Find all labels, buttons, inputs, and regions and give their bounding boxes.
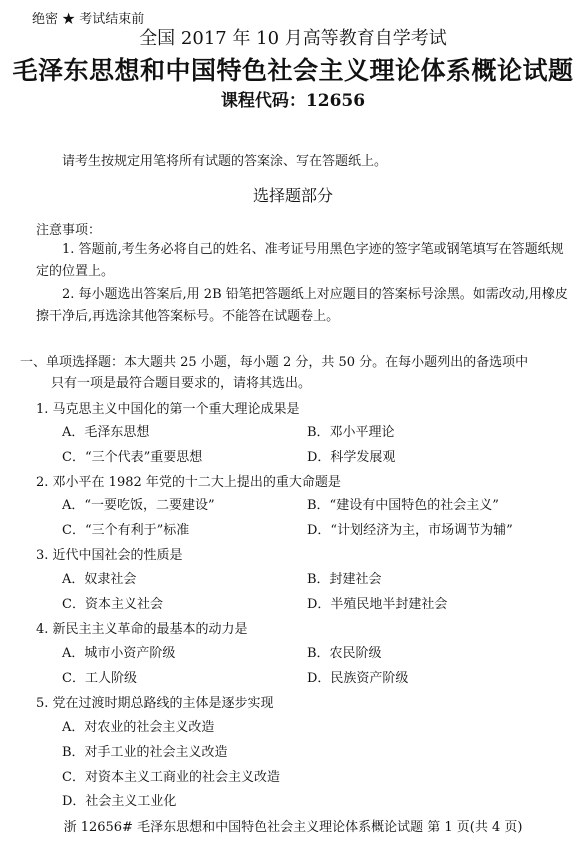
option: A．城市小资产阶级 <box>62 646 176 661</box>
option: B．邓小平理论 <box>307 425 395 440</box>
option: D．民族资产阶级 <box>307 671 409 686</box>
confidential-label: 绝密 ★ 考试结束前 <box>32 12 145 27</box>
note-item: 2. 每小题选出答案后,用 2B 铅笔把答题纸上对应题目的答案标号涂黑。如需改动,用橡皮擦干净后,再选涂其他答案标号。不能答在试题卷上。 <box>36 287 568 324</box>
question-stem: 3. 近代中国社会的性质是 <box>36 548 183 563</box>
option: C．“三个有利于”标准 <box>62 523 190 538</box>
question-stem: 4. 新民主主义革命的最基本的动力是 <box>36 622 248 637</box>
option: C．“三个代表”重要思想 <box>62 450 203 465</box>
option: A．“一要吃饭，二要建设” <box>62 498 215 513</box>
section-title: 选择题部分 <box>252 186 333 205</box>
note-item: 1. 答题前,考生务必将自己的姓名、准考证号用黑色字迹的签字笔或钢笔填写在答题纸规定的位置上。 <box>36 242 564 279</box>
question-stem: 2. 邓小平在 1982 年党的十二大上提出的重大命题是 <box>36 475 341 490</box>
notes-title: 注意事项： <box>36 223 102 238</box>
page-footer: 浙 12656# 毛泽东思想和中国特色社会主义理论体系概论试题 第 1 页(共 4 页) <box>63 820 523 835</box>
part-heading-continued: 只有一项是最符合题目要求的，请将其选出。 <box>51 376 312 391</box>
exam-title: 全国 2017 年 10 月高等教育自学考试 <box>139 28 447 49</box>
option: D．半殖民地半封建社会 <box>307 597 448 612</box>
option: A．毛泽东思想 <box>62 425 150 440</box>
subject-title: 毛泽东思想和中国特色社会主义理论体系概论试题 <box>12 56 574 85</box>
option: A．奴隶社会 <box>62 572 137 587</box>
part-heading: 一、单项选择题：本大题共 25 小题，每小题 2 分，共 50 分。在每小题列出的备选项中 <box>20 355 529 370</box>
option: B．对手工业的社会主义改造 <box>62 745 228 760</box>
option: A．对农业的社会主义改造 <box>62 720 215 735</box>
option: D．社会主义工业化 <box>62 794 177 809</box>
option: D．“计划经济为主，市场调节为辅” <box>307 523 513 538</box>
option: B．“建设有中国特色的社会主义” <box>307 498 499 513</box>
option: C．资本主义社会 <box>62 597 163 612</box>
question-stem: 1. 马克思主义中国化的第一个重大理论成果是 <box>36 402 300 417</box>
option: B．封建社会 <box>307 572 382 587</box>
option: C．对资本主义工商业的社会主义改造 <box>62 770 280 785</box>
option: B．农民阶级 <box>307 646 382 661</box>
course-code: 课程代码：12656 <box>220 91 366 111</box>
option: C．工人阶级 <box>62 671 137 686</box>
answer-instruction: 请考生按规定用笔将所有试题的答案涂、写在答题纸上。 <box>62 154 388 169</box>
option: D．科学发展观 <box>307 450 396 465</box>
question-stem: 5. 党在过渡时期总路线的主体是逐步实现 <box>36 696 274 711</box>
